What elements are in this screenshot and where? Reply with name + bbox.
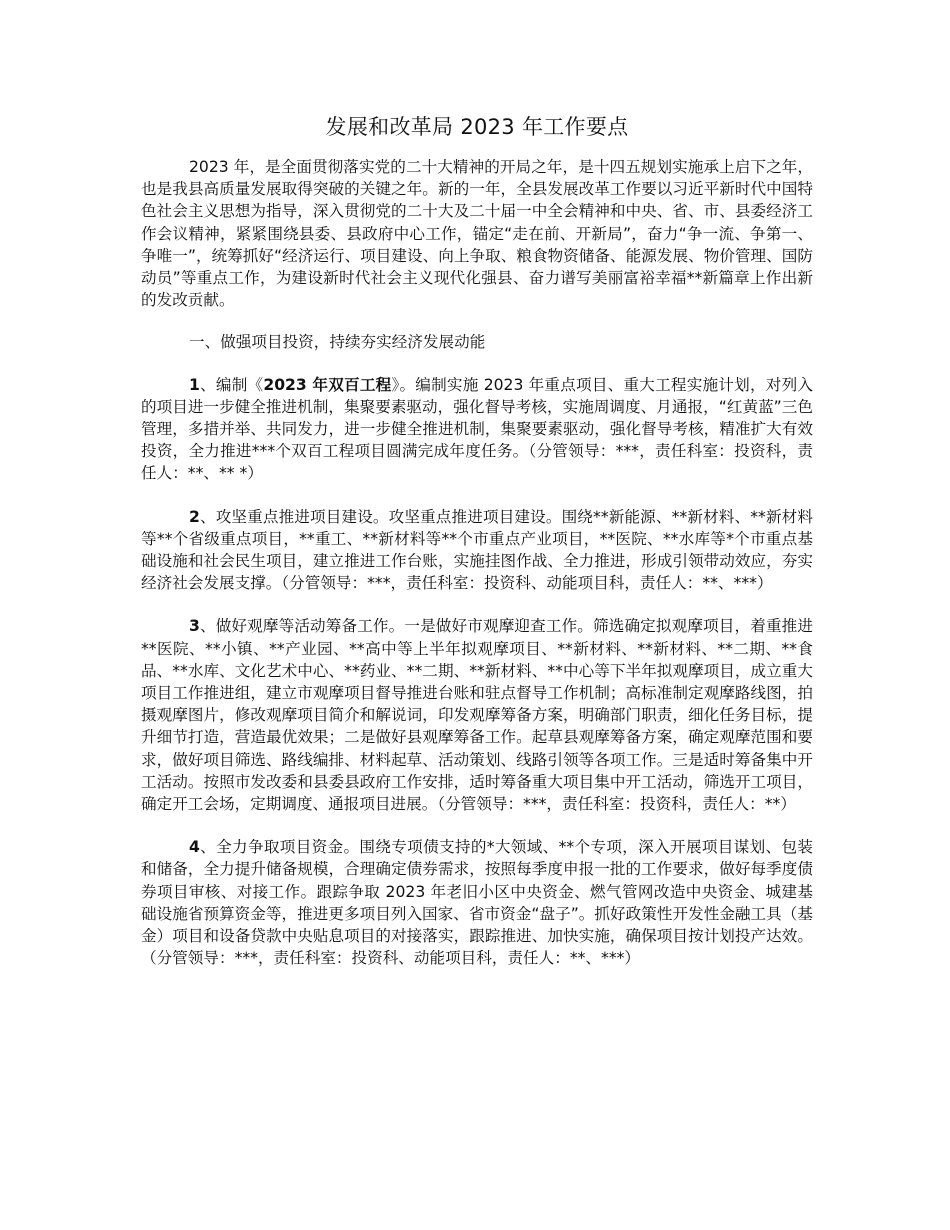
item-prefix: 、编制《 [199, 375, 264, 394]
item-number: 1 [189, 375, 200, 394]
item-body: 、全力争取项目资金。围绕专项债支持的*大领域、**个专项，深入开展项目谋划、包装和储备，全力提升储备规模，合理确定债券需求，按照每季度申报一批的工作要求，做好每季度债券项目审核、对接工作。跟踪争取 2023 年老旧小区中央资金、燃气管网改造中央资金、城建基础设施省预算资金等，推进更多项目列入国家、省市资金“盘子”。抓好政策性开发性金融工具（基金）项目和设备贷款中央贴息项目的对接落实，跟踪推进、加快实施，确保项目按计划投产达效。（分管领导：***，责任科室：投资科、动能项目科，责任人：**、***） [141, 838, 813, 968]
work-item-2 [141, 506, 813, 595]
item-body: 、做好观摩等活动筹备工作。一是做好市观摩迎查工作。筛选确定拟观摩项目，着重推进**医院、**小镇、**产业园、**高中等上半年拟观摩项目、**新材料、**新材料、**二期、**食品、**水库、文化艺术中心、**药业、**二期、**新材料、**中心等下半年拟观摩项目，成立重大项目工作推进组，建立市观摩项目督导推进台账和驻点督导工作机制；高标准制定观摩路线图，拍摄观摩图片，修改观摩项目简介和解说词，印发观摩筹备方案，明确部门职责，细化任务目标，提升细节打造，营造最优效果；二是做好县观摩筹备工作。起草县观摩筹备方案，确定观摩范围和要求，做好项目筛选、路线编排、材料起草、活动策划、线路引领等各项工作。三是适时筹备集中开工活动。按照市发改委和县委县政府工作安排，适时筹备重大项目集中开工活动，筛选开工项目，确定开工会场，定期调度、通报项目进展。（分管领导：***，责任科室：投资科，责任人：**） [141, 617, 813, 814]
work-item-3 [141, 615, 813, 815]
document-title: 发展和改革局 2023 年工作要点 [325, 115, 629, 139]
item-number: 3 [189, 617, 200, 636]
intro-paragraph: 2023 年，是全面贯彻落实党的二十大精神的开局之年，是十四五规划实施承上启下之年，也是我县高质量发展取得突破的关键之年。新的一年，全县发展改革工作要以习近平新时代中国特色社会主义思想为指导，深入贯彻党的二十大及二十届一中全会精神和中央、省、市、县委经济工作会议精神，紧紧围绕县委、县政府中心工作，锚定“走在前、开新局”，奋力“争一流、争第一、争唯一”，统筹抓好“经济运行、项目建设、向上争取、粮食物资储备、能源发展、物价管理、国防动员”等重点工作，为建设新时代社会主义现代化强县、奋力谱写美丽富裕幸福**新篇章上作出新的发改贡献。 [141, 158, 813, 310]
item-body: 、攻坚重点推进项目建设。攻坚重点推进项目建设。围绕**新能源、**新材料、**新材料等**个省级重点项目，**重工、**新材料等**个市重点产业项目，**医院、**水库等*个市重点基础设施和社会民生项目，建立推进工作台账，实施挂图作战、全力推进，形成引领带动效应，夯实经济社会发展支撑。（分管领导：***，责任科室：投资科、动能项目科，责任人：**、***） [141, 507, 813, 593]
item-body: 》。编制实施 2023 年重点项目、重大工程实施计划，对列入的项目进一步健全推进机制，集聚要素驱动，强化督导考核，实施周调度、月通报，“红黄蓝”三色管理，多措并举、共同发力，进一步健全推进机制，集聚要素驱动，强化督导考核，精准扩大有效投资，全力推进***个双百工程项目圆满完成年度任务。（分管领导：***，责任科室：投资科，责任人：**、** *） [141, 375, 813, 483]
document-page [141, 112, 813, 991]
item-number: 4 [189, 838, 200, 857]
section-heading-1: 一、做强项目投资，持续夯实经济发展动能 [189, 333, 486, 352]
work-item-4 [141, 836, 813, 969]
item-bold-title: 2023 年双百工程 [263, 375, 392, 394]
item-number: 2 [189, 507, 200, 526]
work-item-1 [141, 374, 813, 485]
